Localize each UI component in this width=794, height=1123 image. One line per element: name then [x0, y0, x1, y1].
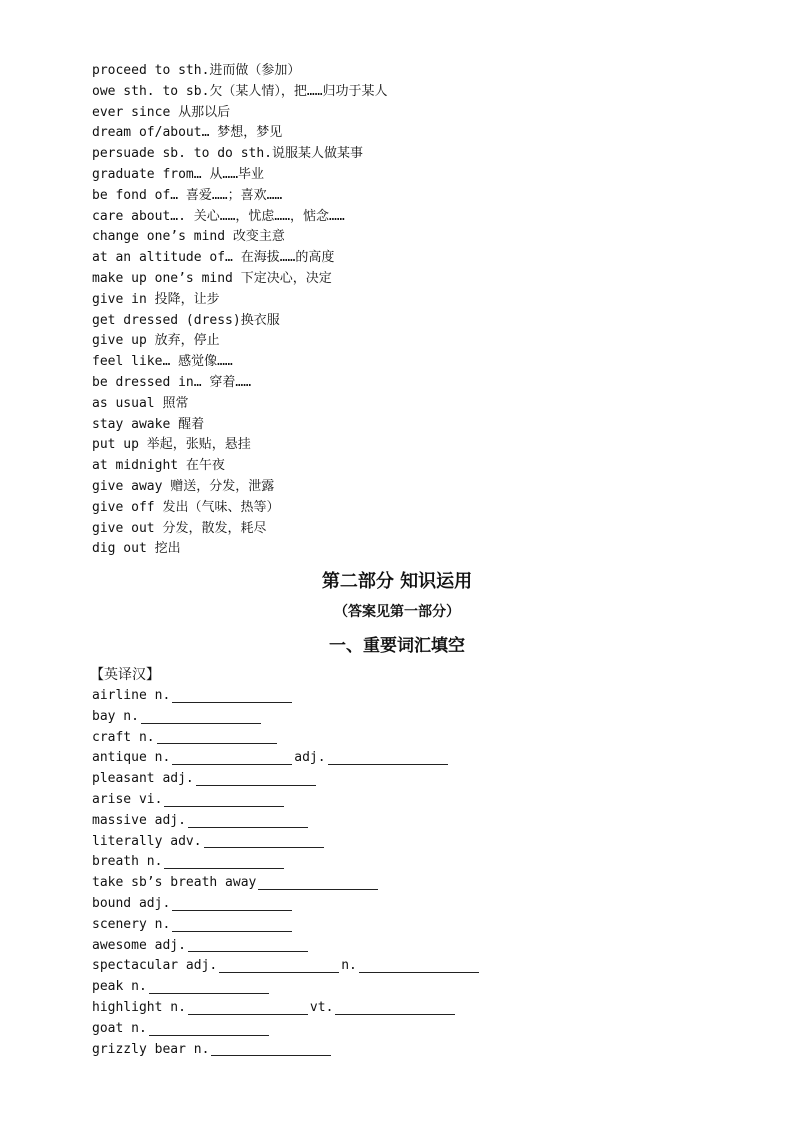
vocab-row [92, 998, 712, 1019]
phrase-item: at an altitude of… 在海拔……的高度 [92, 250, 335, 266]
vocab-row [92, 852, 712, 873]
phrase-item: get dressed (dress)换衣服 [92, 312, 280, 328]
answer-blank[interactable] [188, 814, 308, 828]
vocab-word: awesome adj. [92, 937, 186, 953]
answer-blank[interactable] [172, 897, 292, 911]
phrase-item: proceed to sth.进而做（参加） [92, 63, 301, 78]
vocab-row [92, 811, 712, 832]
vocab-word: peak n. [92, 979, 147, 995]
vocab-row [92, 728, 712, 749]
phrase-item: at midnight 在午夜 [92, 458, 225, 474]
vocab-word: take sb’s breath away [92, 875, 257, 891]
phrase-item: give away 赠送，分发，泄露 [92, 478, 275, 494]
phrase-item: feel like… 感觉像…… [92, 354, 233, 370]
answer-blank[interactable] [149, 980, 269, 994]
phrase-item: dig out 挖出 [92, 541, 181, 557]
vocab-row [92, 790, 712, 811]
phrase-item: give up 放弃，停止 [92, 333, 220, 349]
section-title: 第二部分 知识运用 [321, 571, 473, 592]
answer-blank[interactable] [188, 938, 308, 952]
vocab-row [92, 873, 712, 894]
answer-blank[interactable] [172, 689, 292, 703]
phrase-item: graduate from… 从……毕业 [92, 166, 265, 182]
phrase-item: owe sth. to sb.欠（某人情），把……归功于某人 [92, 83, 388, 99]
vocab-word: pleasant adj. [92, 771, 194, 787]
vocab-row [92, 707, 712, 728]
answer-blank[interactable] [164, 855, 284, 869]
vocab-word: bound adj. [92, 895, 171, 911]
vocab-word: antique n. [92, 750, 171, 766]
phrase-item: care about…. 关心……，忧虑……，惦念…… [92, 208, 345, 224]
phrase-item: give out 分发，散发，耗尽 [92, 520, 267, 536]
vocab-row [92, 894, 712, 915]
vocab-row [92, 956, 712, 977]
vocab-word: spectacular adj. [92, 958, 218, 974]
vocab-second-pos: n. [341, 958, 357, 974]
vocab-row [92, 1019, 712, 1040]
vocab-word: arise vi. [92, 791, 163, 807]
answer-blank[interactable] [211, 1042, 331, 1056]
answer-blank[interactable] [335, 1001, 455, 1015]
vocab-row [92, 769, 712, 790]
vocab-word: literally adv. [92, 833, 202, 849]
section-note: （答案见第一部分） [334, 604, 460, 620]
answer-blank[interactable] [157, 730, 277, 744]
answer-blank[interactable] [328, 751, 448, 765]
phrase-item: as usual 照常 [92, 395, 189, 411]
vocab-row [92, 977, 712, 998]
phrase-item: make up one’s mind 下定决心，决定 [92, 270, 332, 286]
phrase-item: stay awake 醒着 [92, 416, 205, 432]
phrase-item: dream of/about… 梦想，梦见 [92, 125, 283, 141]
vocab-word: grizzly bear n. [92, 1041, 210, 1057]
answer-blank[interactable] [196, 772, 316, 786]
phrase-list [92, 61, 712, 560]
subsection-title: 一、重要词汇填空 [329, 636, 465, 656]
phrase-item: give in 投降，让步 [92, 291, 220, 307]
vocab-word: airline n. [92, 688, 171, 703]
answer-blank[interactable] [219, 959, 339, 973]
phrase-item: persuade sb. to do sth.说服某人做某事 [92, 146, 364, 162]
vocab-row [92, 936, 712, 957]
phrase-item: give off 发出（气味、热等） [92, 499, 280, 515]
vocab-list [92, 686, 712, 1060]
vocab-word: highlight n. [92, 999, 186, 1015]
vocab-second-pos: vt. [309, 999, 334, 1015]
vocab-word: scenery n. [92, 916, 171, 932]
vocab-row [92, 915, 712, 936]
vocab-row [92, 1040, 712, 1061]
vocab-row [92, 748, 712, 769]
phrase-item: change one’s mind 改变主意 [92, 229, 285, 245]
vocab-word: breath n. [92, 854, 163, 870]
phrase-item: be fond of… 喜爱……；喜欢…… [92, 187, 283, 203]
answer-blank[interactable] [359, 959, 479, 973]
answer-blank[interactable] [164, 793, 284, 807]
answer-blank[interactable] [141, 710, 261, 724]
answer-blank[interactable] [172, 918, 292, 932]
exercise-label: 【英译汉】 [90, 667, 160, 683]
vocab-row [92, 832, 712, 853]
answer-blank[interactable] [149, 1022, 269, 1036]
vocab-row [92, 686, 712, 707]
phrase-item: ever since 从那以后 [92, 104, 231, 120]
phrase-item: be dressed in… 穿着…… [92, 374, 252, 390]
answer-blank[interactable] [172, 751, 292, 765]
answer-blank[interactable] [188, 1001, 308, 1015]
answer-blank[interactable] [204, 834, 324, 848]
vocab-word: goat n. [92, 1020, 147, 1036]
vocab-word: massive adj. [92, 812, 186, 828]
answer-blank[interactable] [258, 876, 378, 890]
vocab-second-pos: adj. [294, 750, 326, 766]
vocab-word: bay n. [92, 708, 139, 724]
vocab-word: craft n. [92, 729, 155, 745]
phrase-item: put up 举起，张贴，悬挂 [92, 437, 251, 453]
